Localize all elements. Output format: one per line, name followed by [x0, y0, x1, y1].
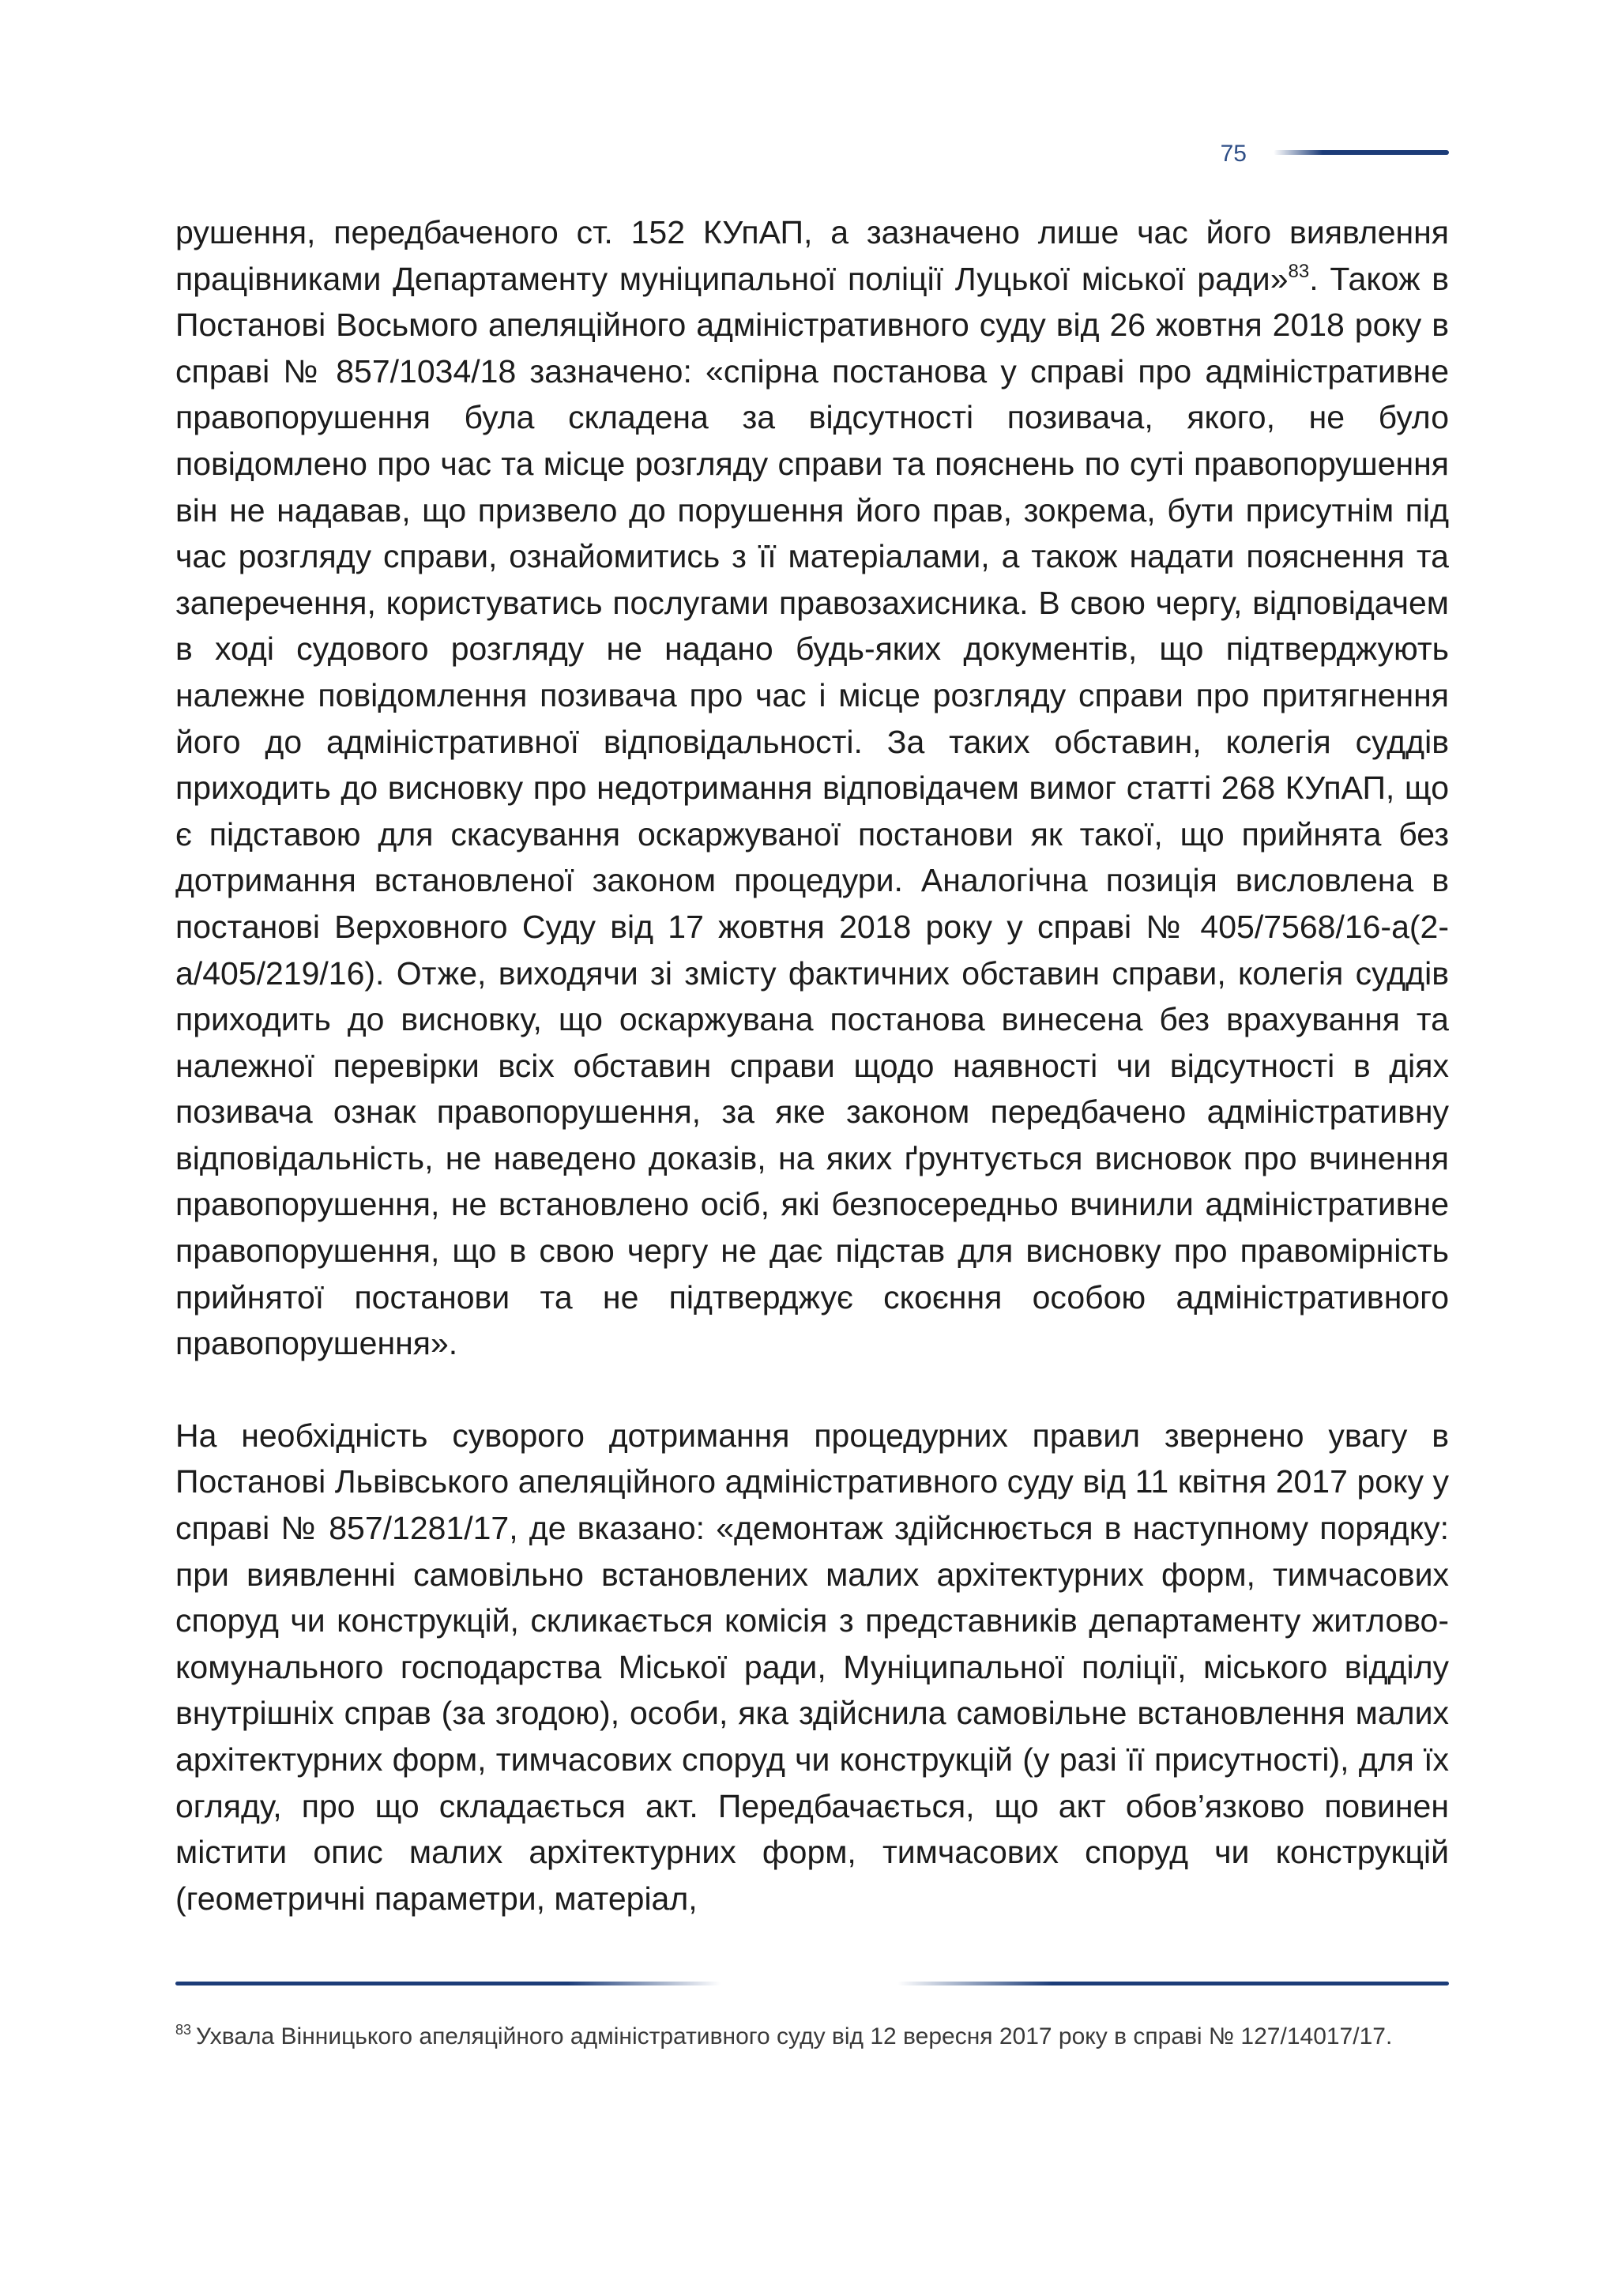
paragraph-2: На необхідність суворого дотримання процедурних правил звернено увагу в Постанові Львівського апеляційного адміністративного суду від 11 квітня 2017 року у справі № 857/1281/17, де вказано: «демонтаж здійснюється в наступному порядку: при виявленні самовільно встановлених малих архітектурних форм, тимчасових споруд чи конструкцій, скликається комісія з представників департаменту житлово-комунального господарства Міської ради, Муніципальної поліції, міського відділу внутрішніх справ (за згодою), особи, яка здійснила самовільне встановлення малих архітектурних форм, тимчасових споруд чи конструкцій (у разі її присутності), для їх огляду, про що складається акт. Передбачається, що акт обов’язково повинен містити опис малих архітектурних форм, тимчасових споруд чи конструкцій (геометричні параметри, матеріал,	[175, 1417, 1449, 1917]
footnote-divider-right	[897, 1982, 1449, 1985]
footnote-reference[interactable]: 83	[1288, 260, 1310, 282]
footnote-text: Ухвала Вінницького апеляційного адміністративного суду від 12 вересня 2017 року в справі № 127/14017/17.	[196, 2023, 1393, 2049]
footnote	[175, 2019, 1449, 2054]
paragraph-1-text-end: . Також в Постанові Восьмого апеляційного адміністративного суду від 26 жовтня 2018 року в справі № 857/1034/18 зазначено: «спірна постанова у справі про адміністративне правопорушення була складена за відсутності позивача, якого, не було повідомлено про час та місце розгляду справи та пояснень по суті правопорушення він не надавав, що призвело до порушення його прав, зокрема, бути присутнім під час розгляду справи, ознайомитись з її матеріалами, а також надати пояснення та заперечення, користуватись послугами правозахисника. В свою чергу, відповідачем в ході судового розгляду не надано будь-яких документів, що підтверджують належне повідомлення позивача про час і місце розгляду справи про притягнення його до адміністративної відповідальності. За таких обставин, колегія суддів приходить до висновку про недотримання відповідачем вимог статті 268 КУпАП, що є підставою для скасування оскаржуваної постанови як такої, що прийнята без дотримання встановленої законом процедури. Аналогічна позиція висловлена в постанові Верховного Суду від 17 жовтня 2018 року у справі № 405/7568/16-а(2-а/405/219/16). Отже, виходячи зі змісту фактичних обставин справи, колегія суддів приходить до висновку, що оскаржувана постанова винесена без врахування та належної перевірки всіх обставин справи щодо наявності чи відсутності в діях позивача ознак правопорушення, за яке законом передбачено адміністративну відповідальність, не наведено доказів, на яких ґрунтується висновок про вчинення правопорушення, не встановлено осіб, які безпосередньо вчинили адміністративне правопорушення, що в свою чергу не дає підстав для висновку про правомірність прийнятої постанови та не підтверджує скоєння особою адміністративного правопорушення».	[175, 260, 1449, 1362]
footnote-number: 83	[175, 2022, 192, 2038]
footnote-divider-left	[175, 1982, 721, 1985]
page-number-rule	[1274, 150, 1449, 155]
main-text	[175, 209, 1449, 1967]
page-number: 75	[1220, 141, 1247, 167]
paragraph-1	[175, 209, 1449, 1367]
paragraph-1-text-start: рушення, передбаченого ст. 152 КУпАП, а зазначено лише час його виявлення працівниками Департаменту муніципальної поліції Луцької міської ради»	[175, 214, 1449, 297]
